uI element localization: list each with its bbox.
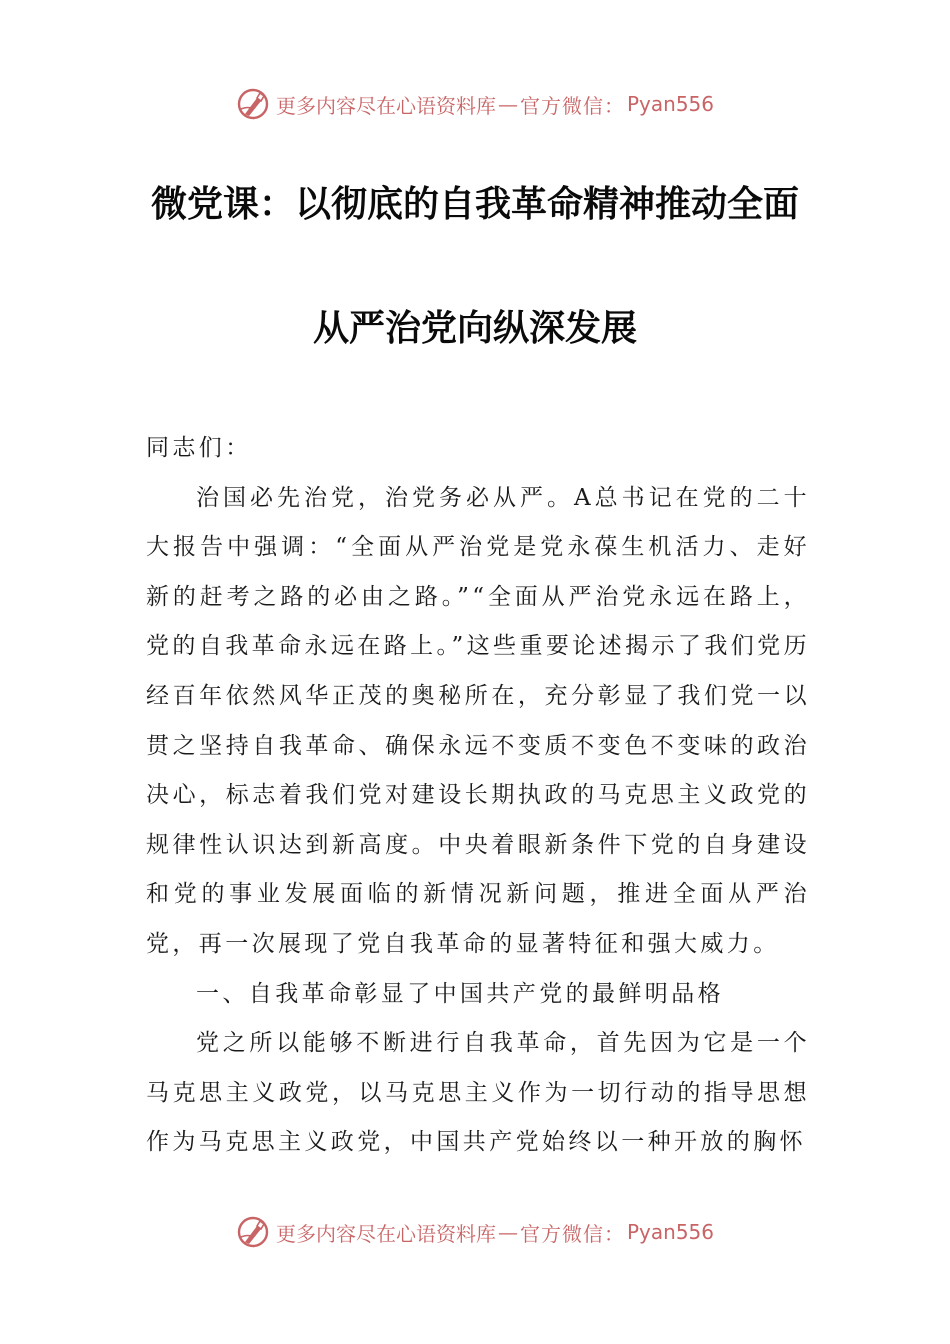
footer-watermark (0, 1210, 950, 1254)
document-title-line-1: 微党课：以彻底的自我革命精神推动全面 (150, 184, 799, 225)
header-watermark (0, 82, 950, 126)
salutation: 同志们： (146, 435, 252, 461)
body-paragraph: 治国必先治党，治党务必从严。A总书记在党的二十大报告中强调：“全面从严治党是党永葆生机活力、走好新的赶考之路的必由之路。”“全面从严治党永远在路上，党的自我革命永远在路上。”这些重要论述揭示了我们党历经百年依然风华正茂的奥秘所在，充分彰显了我们党一以贯之坚持自我革命、确保永远不变质不变色不变味的政治决心，标志着我们党对建设长期执政的马克思主义政党的规律性认识达到新高度。中央着眼新条件下党的自身建设和党的事业发展面临的新情况新问题，推进全面从严治党，再一次展现了党自我革命的显著特征和强大威力。 (146, 484, 810, 957)
watermark-brand: 更多内容尽在心语资料库 (275, 1221, 496, 1246)
section-heading: 一、自我革命彰显了中国共产党的最鲜明品格 (196, 980, 724, 1007)
document-title-line-2: 从严治党向纵深发展 (312, 308, 637, 349)
pen-nib-logo-icon (236, 87, 270, 121)
watermark-wechat-id: Pyan556 (626, 92, 714, 116)
watermark-wechat-id: Pyan556 (626, 1220, 714, 1244)
watermark-dash: — (497, 92, 518, 116)
document-body (146, 424, 810, 1168)
watermark-contact-label: 官方微信： (519, 93, 625, 118)
pen-nib-logo-icon (236, 1215, 270, 1249)
body-paragraph: 党之所以能够不断进行自我革命，首先因为它是一个马克思主义政党，以马克思主义作为一切行动的指导思想作为马克思主义政党，中国共产党始终以一种开放的胸怀 (146, 1030, 810, 1156)
watermark-brand: 更多内容尽在心语资料库 (275, 93, 496, 118)
watermark-dash: — (497, 1220, 518, 1244)
watermark-contact-label: 官方微信： (519, 1221, 625, 1246)
